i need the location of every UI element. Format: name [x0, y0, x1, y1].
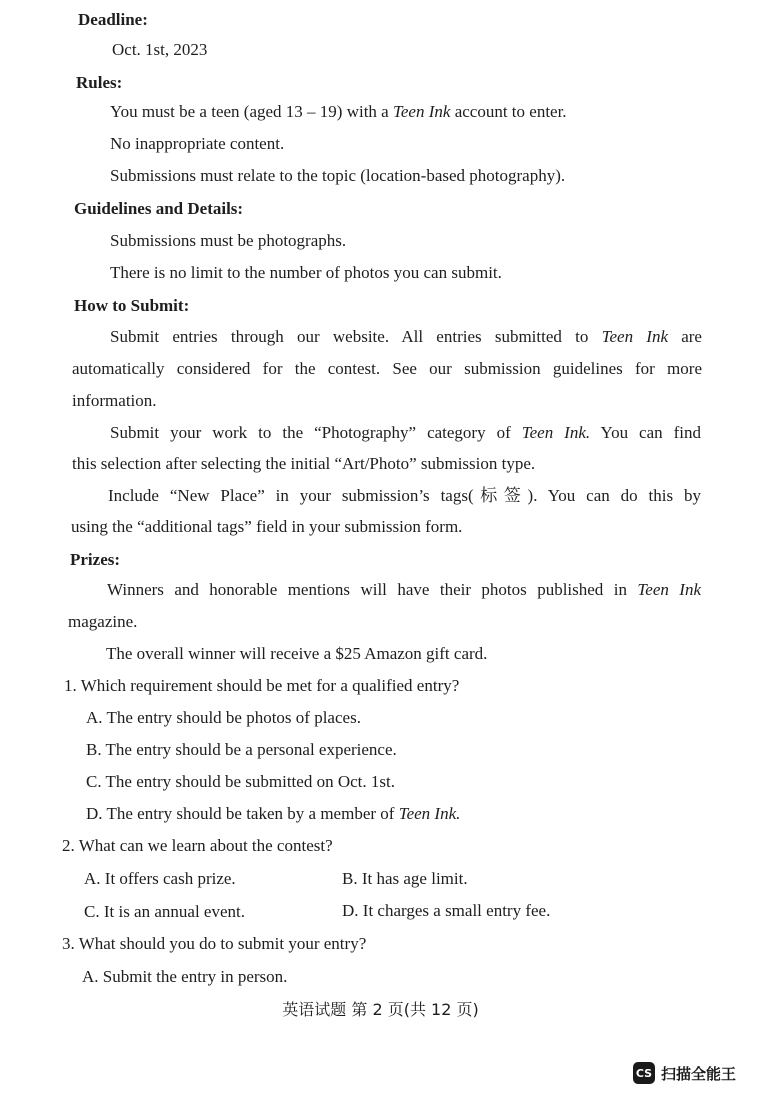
- prizes-line-2: magazine.: [68, 612, 138, 631]
- rules-line-2: No inappropriate content.: [110, 134, 285, 153]
- rules-line-1-em: Teen Ink: [392, 102, 451, 121]
- scanner-watermark: [633, 1062, 736, 1084]
- question-3-option-a: A. Submit the entry in person.: [82, 967, 288, 986]
- prizes-line-1: [107, 580, 701, 600]
- scanner-app-name: 扫描全能王: [661, 1064, 737, 1083]
- deadline-heading: Deadline:: [78, 10, 148, 29]
- guidelines-line-2: There is no limit to the number of photos you can submit.: [110, 263, 502, 282]
- p2-line-1-pre: Submit your work to the “Photography” category of: [110, 423, 522, 442]
- rules-line-3: Submissions must relate to the topic (location-based photography).: [110, 166, 566, 185]
- camscanner-logo-icon: CS: [633, 1062, 655, 1084]
- guidelines-line-1: Submissions must be photographs.: [110, 231, 347, 250]
- p1-line-1-pre: Submit entries through our website. All entries submitted to: [110, 327, 602, 346]
- rules-line-1-pre: You must be a teen (aged 13 – 19) with a: [110, 102, 393, 121]
- question-2-option-d: D. It charges a small entry fee.: [342, 901, 551, 920]
- question-1-option-d: [86, 804, 460, 824]
- question-2-option-b: B. It has age limit.: [342, 869, 468, 888]
- how-to-submit-heading: How to Submit:: [74, 296, 190, 315]
- question-1-option-a: A. The entry should be photos of places.: [86, 708, 361, 727]
- question-1-option-c: C. The entry should be submitted on Oct. 1st.: [86, 772, 395, 791]
- p2-line-1-em: Teen Ink.: [521, 423, 591, 442]
- prizes-line-3: The overall winner will receive a $25 Amazon gift card.: [106, 644, 488, 663]
- how-to-submit-p1-line-1: [110, 327, 702, 347]
- question-2-stem: 2. What can we learn about the contest?: [62, 836, 333, 855]
- how-to-submit-p1-line-3: information.: [72, 391, 157, 410]
- deadline-date: Oct. 1st, 2023: [112, 40, 208, 59]
- prizes-line-1-pre: Winners and honorable mentions will have their photos published in: [107, 580, 638, 599]
- question-1-stem: 1. Which requirement should be met for a qualified entry?: [64, 676, 460, 695]
- rules-line-1-post: account to enter.: [450, 102, 567, 121]
- question-2-option-c: C. It is an annual event.: [84, 902, 245, 921]
- prizes-heading: Prizes:: [70, 550, 121, 569]
- how-to-submit-p3-line-2: using the “additional tags” field in your submission form.: [71, 517, 463, 536]
- question-1-option-d-pre: D. The entry should be taken by a member of: [86, 804, 399, 823]
- question-3-stem: 3. What should you do to submit your entry?: [62, 934, 367, 953]
- rules-heading: Rules:: [76, 73, 123, 92]
- p1-line-1-em: Teen Ink: [601, 327, 668, 346]
- p2-line-1-post: You can find: [590, 423, 701, 442]
- rules-line-1: [110, 102, 567, 122]
- question-2-option-a: A. It offers cash prize.: [84, 869, 236, 888]
- how-to-submit-p2-line-2: this selection after selecting the initial “Art/Photo” submission type.: [72, 454, 536, 473]
- question-1-option-b: B. The entry should be a personal experience.: [86, 740, 397, 759]
- question-1-option-d-em: Teen Ink.: [398, 804, 461, 823]
- guidelines-heading: Guidelines and Details:: [74, 199, 244, 218]
- prizes-line-1-em: Teen Ink: [637, 580, 701, 599]
- page-footer: 英语试题 第 2 页(共 12 页): [282, 1000, 479, 1019]
- p1-line-1-post: are: [668, 327, 702, 346]
- how-to-submit-p3-line-1: Include “New Place” in your submission’s tags(标签). You can do this by: [108, 486, 701, 505]
- how-to-submit-p1-line-2: automatically considered for the contest. See our submission guidelines for more: [72, 359, 702, 378]
- how-to-submit-p2-line-1: [110, 423, 701, 443]
